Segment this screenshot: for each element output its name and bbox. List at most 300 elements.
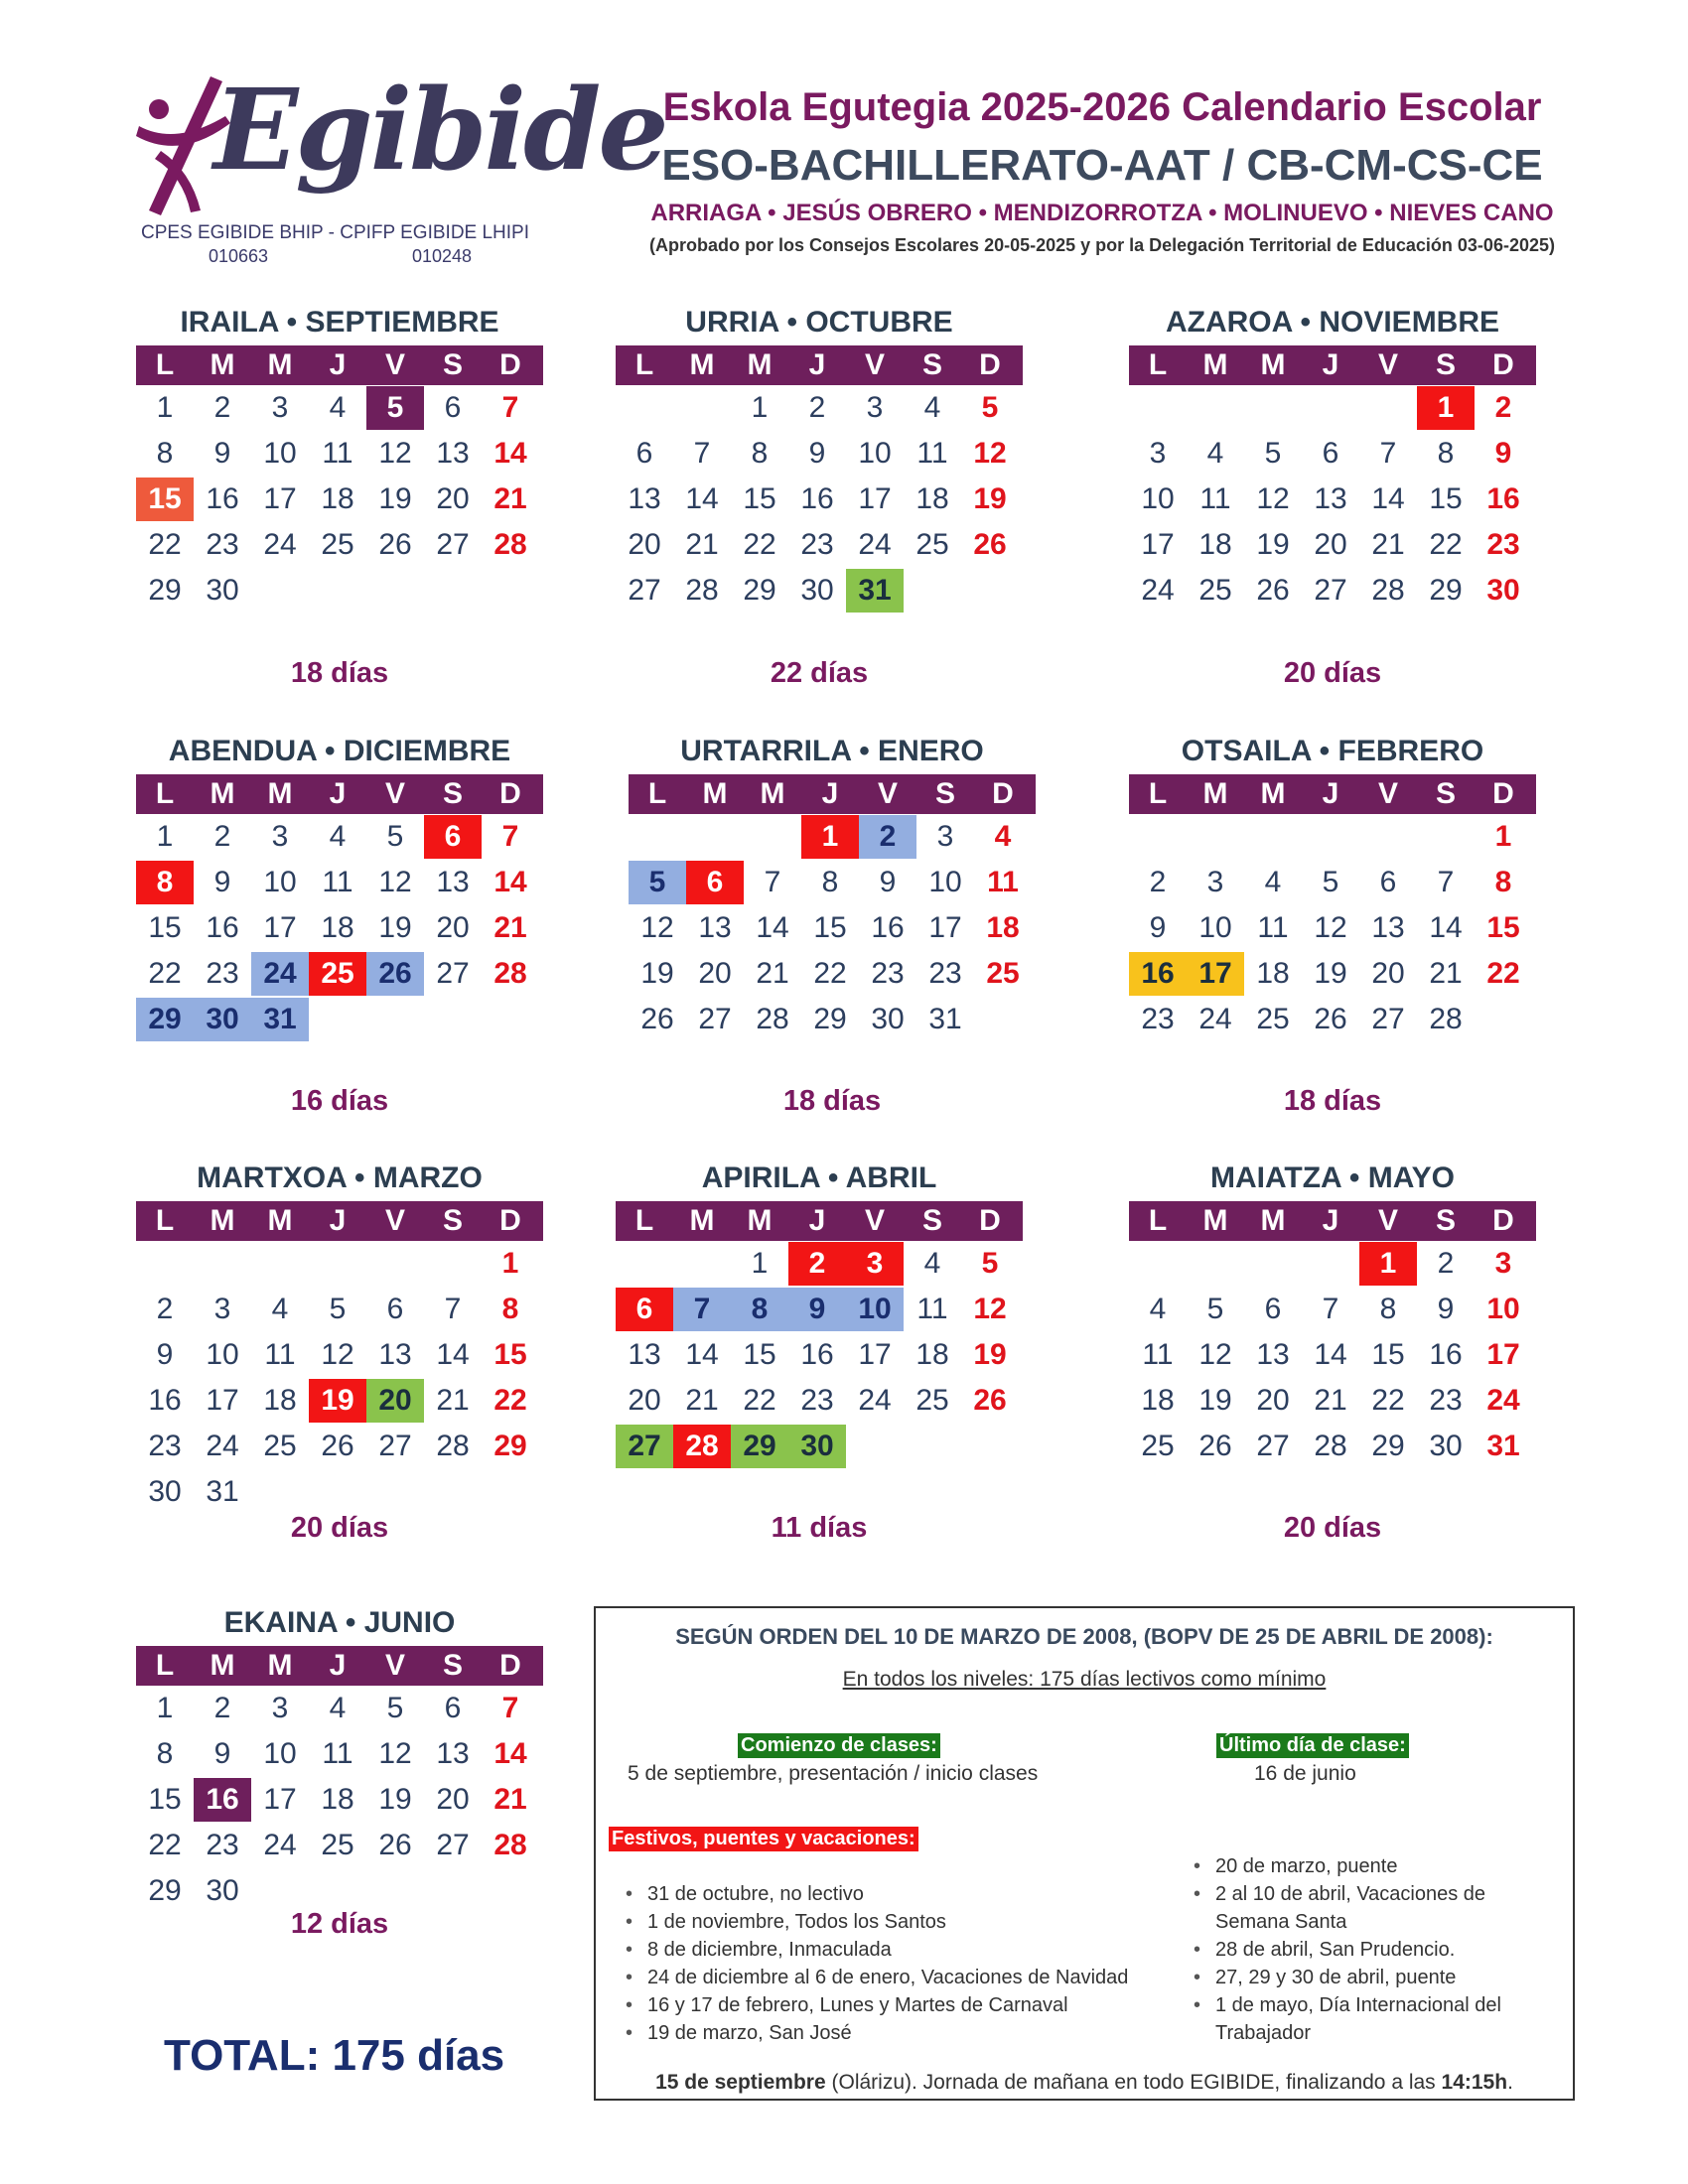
- day-cell: 24: [1198, 1003, 1232, 1035]
- weekday-label: D: [1492, 1204, 1514, 1237]
- day-cell: 23: [1141, 1003, 1175, 1035]
- day-cell: 13: [698, 911, 732, 944]
- weekday-label: M: [210, 1649, 235, 1682]
- day-cell: 21: [436, 1384, 470, 1417]
- day-cell: 2: [1149, 866, 1167, 898]
- day-cell: 13: [1371, 911, 1405, 944]
- day-cell: 3: [846, 1242, 904, 1286]
- day-cell: 14: [685, 1338, 719, 1371]
- weekday-label: L: [634, 348, 654, 381]
- weekday-label: D: [499, 1649, 521, 1682]
- day-cell: 24: [263, 1829, 297, 1861]
- day-cell: [424, 1869, 482, 1913]
- day-cell: 24: [858, 528, 892, 561]
- day-cell: [744, 815, 801, 859]
- day-cell: 7: [1437, 866, 1455, 898]
- day-cell: 20: [436, 482, 470, 515]
- day-cell: 18: [1198, 528, 1232, 561]
- month-calendar: [136, 1606, 543, 1914]
- day-cell: 17: [1187, 952, 1244, 996]
- day-cell: 2: [156, 1293, 174, 1325]
- week-row: [136, 1823, 543, 1868]
- day-cell: 12: [378, 1737, 412, 1770]
- day-cell: 26: [321, 1430, 354, 1462]
- day-cell: 12: [1314, 911, 1347, 944]
- day-cell: 1: [1417, 386, 1475, 430]
- day-cell: 7: [673, 1288, 731, 1331]
- week-row: [136, 1731, 543, 1777]
- day-cell: 5: [386, 820, 404, 853]
- day-cell: [1129, 386, 1187, 430]
- week-row: [1129, 1424, 1536, 1469]
- week-row: [629, 860, 1036, 905]
- day-cell: 29: [1429, 574, 1463, 607]
- day-cell: [136, 1242, 194, 1286]
- week-row: [629, 951, 1036, 997]
- day-cell: 19: [973, 482, 1007, 515]
- day-cell: 6: [635, 437, 653, 470]
- day-cell: 24: [1486, 1384, 1520, 1417]
- day-cell: 21: [685, 1384, 719, 1417]
- day-cell: 13: [1256, 1338, 1290, 1371]
- weekday-label: M: [210, 348, 235, 381]
- day-cell: 1: [751, 391, 769, 424]
- day-cell: 19: [1198, 1384, 1232, 1417]
- weekday-label: D: [992, 777, 1014, 810]
- day-cell: 27: [436, 957, 470, 990]
- weekday-label: J: [329, 1649, 347, 1682]
- day-cell: 17: [263, 1783, 297, 1816]
- day-cell: 16: [800, 482, 834, 515]
- week-row: [616, 477, 1023, 522]
- month-days-count: 20 días: [1283, 657, 1382, 689]
- day-cell: 2: [213, 820, 231, 853]
- day-cell: [974, 998, 1032, 1041]
- day-cell: 11: [1257, 911, 1289, 944]
- month-calendar: [1129, 735, 1536, 1042]
- weekday-header: [136, 774, 543, 814]
- day-cell: 25: [321, 1829, 354, 1861]
- month-weeks: [1129, 1241, 1536, 1469]
- day-cell: 15: [1429, 482, 1463, 515]
- week-row: [1129, 997, 1536, 1042]
- day-cell: [673, 386, 731, 430]
- weekday-label: M: [760, 777, 785, 810]
- day-cell: 4: [994, 820, 1012, 853]
- week-row: [136, 477, 543, 522]
- day-cell: 19: [378, 482, 412, 515]
- day-cell: 11: [1199, 482, 1231, 515]
- day-cell: 27: [436, 1829, 470, 1861]
- day-cell: 17: [1141, 528, 1175, 561]
- day-cell: 3: [1206, 866, 1224, 898]
- month-weeks: [616, 1241, 1023, 1469]
- day-cell: 1: [1359, 1242, 1417, 1286]
- day-cell: [1187, 815, 1244, 859]
- weekday-label: S: [1435, 777, 1456, 810]
- holidays-tag: Festivos, puentes y vacaciones:: [609, 1827, 918, 1851]
- day-cell: 20: [628, 528, 661, 561]
- holiday-item: • 1 de noviembre, Todos los Santos: [622, 1908, 1178, 1936]
- weekday-label: L: [1148, 348, 1168, 381]
- day-cell: 1: [156, 1692, 174, 1724]
- weekday-label: S: [921, 1204, 942, 1237]
- weekday-header: [1129, 1201, 1536, 1241]
- day-cell: [961, 1425, 1019, 1468]
- month-days-count: 16 días: [290, 1085, 389, 1117]
- weekday-label: D: [499, 1204, 521, 1237]
- holiday-item: • 27, 29 y 30 de abril, puente: [1190, 1964, 1517, 1991]
- day-cell: [1187, 1242, 1244, 1286]
- day-cell: 12: [973, 1293, 1007, 1325]
- day-cell: [482, 1869, 539, 1913]
- day-cell: [629, 815, 686, 859]
- day-cell: [309, 1869, 366, 1913]
- day-cell: 16: [148, 1384, 182, 1417]
- day-cell: 26: [640, 1003, 674, 1035]
- day-cell: 15: [148, 911, 182, 944]
- weekday-label: D: [1492, 777, 1514, 810]
- day-cell: [424, 1242, 482, 1286]
- day-cell: 20: [366, 1379, 424, 1423]
- day-cell: 17: [263, 911, 297, 944]
- day-cell: 26: [1256, 574, 1290, 607]
- day-cell: 8: [136, 861, 194, 904]
- footer-time: 14:15h: [1441, 2071, 1508, 2094]
- day-cell: 7: [444, 1293, 462, 1325]
- day-cell: 10: [928, 866, 962, 898]
- day-cell: 3: [936, 820, 954, 853]
- weekday-label: V: [877, 777, 898, 810]
- weekday-label: S: [1435, 1204, 1456, 1237]
- day-cell: [309, 998, 366, 1041]
- week-row: [136, 1241, 543, 1287]
- page-subtitle: ESO-BACHILLERATO-AAT / CB-CM-CS-CE: [661, 141, 1543, 190]
- day-cell: 15: [813, 911, 847, 944]
- week-row: [136, 860, 543, 905]
- day-cell: 15: [1371, 1338, 1405, 1371]
- day-cell: 3: [866, 391, 884, 424]
- day-cell: 6: [1379, 866, 1397, 898]
- day-cell: 13: [628, 482, 661, 515]
- day-cell: 25: [915, 528, 949, 561]
- week-row: [1129, 1378, 1536, 1424]
- day-cell: 25: [263, 1430, 297, 1462]
- day-cell: 9: [213, 437, 231, 470]
- day-cell: 6: [444, 391, 462, 424]
- day-cell: 17: [858, 1338, 892, 1371]
- weekday-label: M: [210, 1204, 235, 1237]
- weekday-label: D: [499, 348, 521, 381]
- day-cell: 19: [1314, 957, 1347, 990]
- weekday-label: M: [210, 777, 235, 810]
- day-cell: 25: [321, 528, 354, 561]
- week-row: [1129, 905, 1536, 951]
- weekday-label: M: [267, 1204, 293, 1237]
- week-row: [1129, 568, 1536, 614]
- day-cell: [424, 1470, 482, 1514]
- weekday-header: [1129, 345, 1536, 385]
- day-cell: 2: [788, 1242, 846, 1286]
- weekday-label: M: [689, 1204, 715, 1237]
- day-cell: 14: [493, 437, 527, 470]
- day-cell: 16: [194, 1778, 251, 1822]
- day-cell: 14: [1314, 1338, 1347, 1371]
- day-cell: 2: [1437, 1247, 1455, 1280]
- day-cell: 6: [386, 1293, 404, 1325]
- day-cell: 21: [1429, 957, 1463, 990]
- day-cell: [1129, 1242, 1187, 1286]
- day-cell: 10: [206, 1338, 239, 1371]
- day-cell: [1244, 1242, 1302, 1286]
- week-row: [616, 431, 1023, 477]
- day-cell: 14: [493, 866, 527, 898]
- week-row: [1129, 1241, 1536, 1287]
- day-cell: 26: [973, 1384, 1007, 1417]
- day-cell: 8: [731, 1288, 788, 1331]
- day-cell: 9: [1437, 1293, 1455, 1325]
- month-title: URTARRILA • ENERO: [680, 735, 984, 767]
- month-calendar: [616, 306, 1023, 614]
- day-cell: 11: [322, 437, 353, 470]
- day-cell: 16: [206, 482, 239, 515]
- day-cell: 19: [378, 911, 412, 944]
- day-cell: 22: [1486, 957, 1520, 990]
- day-cell: 23: [928, 957, 962, 990]
- week-row: [616, 568, 1023, 614]
- day-cell: 30: [871, 1003, 905, 1035]
- last-day-text: 16 de junio: [1254, 1762, 1356, 1785]
- day-cell: 29: [148, 574, 182, 607]
- day-cell: 18: [321, 911, 354, 944]
- day-cell: 31: [1486, 1430, 1520, 1462]
- day-cell: 5: [329, 1293, 347, 1325]
- day-cell: [1359, 386, 1417, 430]
- day-cell: 30: [1429, 1430, 1463, 1462]
- weekday-label: L: [155, 777, 175, 810]
- weekday-label: M: [1202, 1204, 1228, 1237]
- day-cell: 20: [698, 957, 732, 990]
- day-cell: 4: [329, 820, 347, 853]
- day-cell: 30: [788, 1425, 846, 1468]
- day-cell: 1: [801, 815, 859, 859]
- footer-note: [594, 2071, 1575, 2095]
- day-cell: 26: [1198, 1430, 1232, 1462]
- day-cell: [1302, 386, 1359, 430]
- day-cell: 11: [1142, 1338, 1174, 1371]
- weekday-label: M: [267, 348, 293, 381]
- weekday-label: M: [1202, 777, 1228, 810]
- weekday-label: S: [934, 777, 955, 810]
- day-cell: [482, 569, 539, 613]
- day-cell: 22: [148, 528, 182, 561]
- day-cell: 5: [629, 861, 686, 904]
- page-title: Eskola Egutegia 2025-2026 Calendario Escolar: [662, 85, 1542, 129]
- day-cell: 22: [1429, 528, 1463, 561]
- week-row: [136, 1686, 543, 1731]
- day-cell: 26: [973, 528, 1007, 561]
- day-cell: 11: [916, 1293, 948, 1325]
- weekday-label: J: [808, 1204, 826, 1237]
- day-cell: [366, 998, 424, 1041]
- day-cell: 11: [987, 866, 1019, 898]
- day-cell: 31: [846, 569, 904, 613]
- day-cell: 16: [871, 911, 905, 944]
- day-cell: 4: [923, 391, 941, 424]
- day-cell: 30: [206, 574, 239, 607]
- day-cell: 19: [973, 1338, 1007, 1371]
- day-cell: 29: [148, 1874, 182, 1907]
- day-cell: [616, 1242, 673, 1286]
- day-cell: 8: [821, 866, 839, 898]
- day-cell: [1359, 815, 1417, 859]
- day-cell: 15: [1486, 911, 1520, 944]
- month-weeks: [136, 1241, 543, 1515]
- day-cell: 30: [800, 574, 834, 607]
- day-cell: 9: [788, 1288, 846, 1331]
- month-title: MARTXOA • MARZO: [197, 1161, 483, 1194]
- day-cell: 28: [685, 574, 719, 607]
- day-cell: 4: [329, 391, 347, 424]
- month-weeks: [136, 814, 543, 1042]
- month-title: IRAILA • SEPTIEMBRE: [180, 306, 499, 339]
- day-cell: 21: [1314, 1384, 1347, 1417]
- footer-text: (Olárizu). Jornada de mañana en todo EGIBIDE, finalizando a las: [825, 2071, 1442, 2094]
- day-cell: 4: [1206, 437, 1224, 470]
- day-cell: 12: [1198, 1338, 1232, 1371]
- weekday-label: L: [1148, 777, 1168, 810]
- day-cell: 29: [1371, 1430, 1405, 1462]
- day-cell: 7: [501, 820, 519, 853]
- day-cell: 23: [1429, 1384, 1463, 1417]
- day-cell: 7: [501, 1692, 519, 1724]
- day-cell: 14: [685, 482, 719, 515]
- day-cell: 21: [493, 1783, 527, 1816]
- weekday-label: D: [1492, 348, 1514, 381]
- last-day-tag: Último día de clase:: [1216, 1733, 1409, 1758]
- total-days: TOTAL: 175 días: [164, 2031, 505, 2080]
- footer-date: 15 de septiembre: [655, 2071, 826, 2094]
- week-row: [616, 522, 1023, 568]
- day-cell: 7: [764, 866, 781, 898]
- weekday-label: V: [384, 1204, 405, 1237]
- weekday-label: L: [1148, 1204, 1168, 1237]
- week-row: [136, 1332, 543, 1378]
- day-cell: 29: [731, 1425, 788, 1468]
- day-cell: 17: [206, 1384, 239, 1417]
- day-cell: 5: [386, 1692, 404, 1724]
- week-row: [136, 951, 543, 997]
- week-row: [136, 1287, 543, 1332]
- weekday-label: M: [1260, 348, 1286, 381]
- day-cell: [961, 569, 1019, 613]
- info-heading: SEGÚN ORDEN DEL 10 DE MARZO DE 2008, (BOPV DE 25 DE ABRIL DE 2008):: [675, 1624, 1493, 1649]
- month-title: MAIATZA • MAYO: [1209, 1161, 1456, 1194]
- day-cell: 16: [206, 911, 239, 944]
- day-cell: 20: [436, 1783, 470, 1816]
- weekday-label: M: [747, 1204, 773, 1237]
- month-weeks: [1129, 385, 1536, 614]
- month-days-count: 20 días: [290, 1512, 389, 1544]
- month-title: URRIA • OCTUBRE: [685, 306, 953, 339]
- day-cell: [1475, 998, 1532, 1041]
- day-cell: 2: [213, 1692, 231, 1724]
- day-cell: 6: [424, 815, 482, 859]
- week-row: [616, 1332, 1023, 1378]
- day-cell: 28: [756, 1003, 789, 1035]
- day-cell: [1129, 815, 1187, 859]
- month-weeks: [136, 1686, 543, 1914]
- day-cell: 17: [263, 482, 297, 515]
- day-cell: 22: [148, 1829, 182, 1861]
- day-cell: 24: [251, 952, 309, 996]
- day-cell: 13: [628, 1338, 661, 1371]
- day-cell: 14: [756, 911, 789, 944]
- weekday-label: D: [499, 777, 521, 810]
- day-cell: 10: [1198, 911, 1232, 944]
- day-cell: [482, 998, 539, 1041]
- month-title: AZAROA • NOVIEMBRE: [1165, 306, 1500, 339]
- day-cell: [251, 1470, 309, 1514]
- day-cell: 2: [808, 391, 826, 424]
- holidays-list-right: [1190, 1852, 1517, 2047]
- day-cell: 1: [156, 391, 174, 424]
- day-cell: 16: [800, 1338, 834, 1371]
- day-cell: [1302, 1242, 1359, 1286]
- day-cell: 14: [493, 1737, 527, 1770]
- weekday-label: M: [1260, 777, 1286, 810]
- day-cell: 30: [1486, 574, 1520, 607]
- weekday-header: [616, 1201, 1023, 1241]
- month-weeks: [616, 385, 1023, 614]
- day-cell: 8: [156, 1737, 174, 1770]
- day-cell: 19: [309, 1379, 366, 1423]
- day-cell: 7: [501, 391, 519, 424]
- week-row: [1129, 477, 1536, 522]
- week-row: [136, 1469, 543, 1515]
- month-calendar: [1129, 306, 1536, 614]
- day-cell: 29: [743, 574, 776, 607]
- day-cell: 25: [309, 952, 366, 996]
- holiday-item: • 8 de diciembre, Inmaculada: [622, 1936, 1178, 1964]
- day-cell: 18: [915, 1338, 949, 1371]
- day-cell: 11: [322, 866, 353, 898]
- weekday-label: J: [329, 348, 347, 381]
- day-cell: [194, 1242, 251, 1286]
- day-cell: 11: [322, 1737, 353, 1770]
- weekday-header: [136, 1646, 543, 1686]
- weekday-label: V: [1377, 348, 1398, 381]
- approval-note: (Aprobado por los Consejos Escolares 20-05-2025 y por la Delegación Territorial de Educación 03-06-2025): [649, 235, 1555, 255]
- day-cell: 29: [813, 1003, 847, 1035]
- weekday-label: J: [808, 348, 826, 381]
- day-cell: 23: [206, 957, 239, 990]
- week-row: [616, 1378, 1023, 1424]
- holiday-item: • 19 de marzo, San José: [622, 2019, 1178, 2047]
- day-cell: [366, 1242, 424, 1286]
- day-cell: 10: [263, 1737, 297, 1770]
- week-row: [136, 905, 543, 951]
- day-cell: 5: [366, 386, 424, 430]
- day-cell: 25: [986, 957, 1020, 990]
- month-title: EKAINA • JUNIO: [223, 1606, 456, 1639]
- weekday-label: M: [1202, 348, 1228, 381]
- day-cell: 9: [808, 437, 826, 470]
- day-cell: 20: [1256, 1384, 1290, 1417]
- weekday-header: [1129, 774, 1536, 814]
- day-cell: 1: [501, 1247, 519, 1280]
- day-cell: 17: [858, 482, 892, 515]
